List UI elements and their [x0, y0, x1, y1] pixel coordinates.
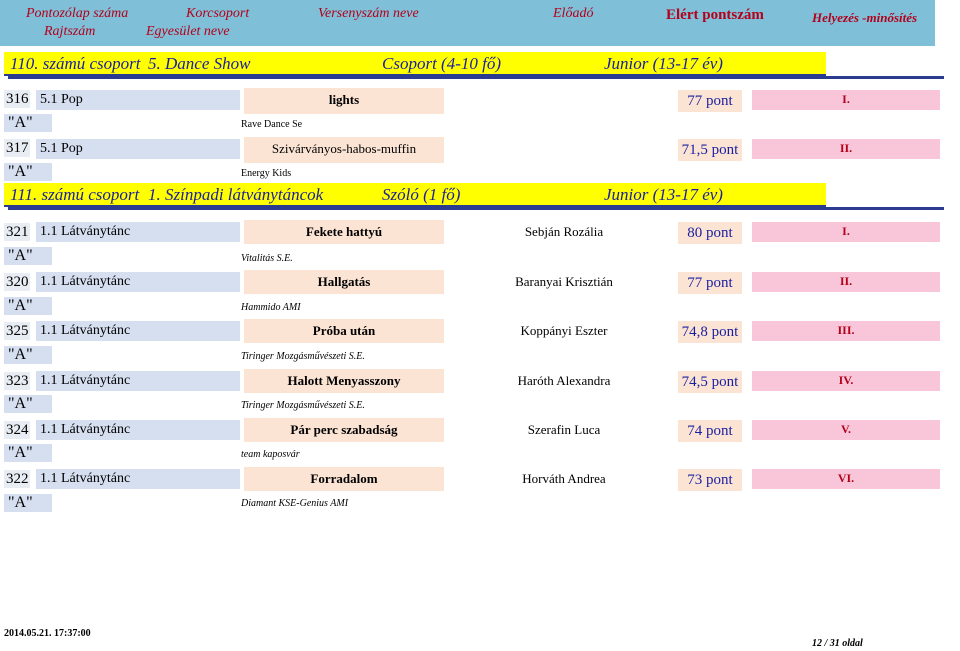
- header-score: Elért pontszám: [666, 7, 764, 23]
- entry-performer: Koppányi Eszter: [520, 323, 608, 338]
- entry-sheet-number: 316: [6, 91, 29, 107]
- group-band-underline: [8, 207, 944, 210]
- entry-placement: IV.: [752, 371, 940, 391]
- entry-club: Energy Kids: [241, 168, 292, 179]
- group-discipline: 5. Dance Show: [148, 54, 251, 73]
- entry-grade: "A": [4, 494, 52, 512]
- entry-performer: Szerafin Luca: [527, 422, 601, 437]
- entry-sheet-number: 323: [6, 373, 29, 389]
- entry-sheet-number: 317: [6, 140, 29, 156]
- entry-club: Tiringer Mozgásművészeti S.E.: [241, 351, 365, 362]
- entry-category: 1.1 Látványtánc: [36, 371, 240, 391]
- group-discipline: 1. Színpadi látványtáncok: [148, 185, 324, 204]
- entry-score: 74,5 pont: [678, 371, 742, 393]
- entry-club: Tiringer Mozgásművészeti S.E.: [241, 400, 365, 411]
- header-start-number: Rajtszám: [44, 24, 96, 39]
- group-number: 110. számú csoport: [10, 54, 141, 73]
- entry-score: 77 pont: [678, 90, 742, 112]
- column-header-bar: [0, 0, 960, 46]
- entry-category: 1.1 Látványtánc: [36, 321, 240, 341]
- entry-placement: I.: [752, 222, 940, 242]
- entry-grade: "A": [4, 346, 52, 364]
- entry-sheet-number: 321: [6, 224, 29, 240]
- entry-placement: VI.: [752, 469, 940, 489]
- entry-sheet-number: 324: [6, 422, 29, 438]
- entry-grade: "A": [4, 395, 52, 413]
- entry-performer: Haróth Alexandra: [517, 373, 611, 388]
- entry-performer: Sebján Rozália: [524, 224, 604, 239]
- entry-title: Hallgatás: [244, 270, 444, 294]
- entry-grade: "A": [4, 247, 52, 265]
- entry-grade: "A": [4, 297, 52, 315]
- entry-score: 73 pont: [678, 469, 742, 491]
- entry-category: 1.1 Látványtánc: [36, 420, 240, 440]
- header-club-name: Egyesület neve: [146, 24, 230, 39]
- entry-category: 5.1 Pop: [36, 139, 240, 159]
- entry-placement: II.: [752, 139, 940, 159]
- group-band-underline: [8, 76, 944, 79]
- header-end-gap: [935, 0, 960, 46]
- entry-club: Vitalitás S.E.: [241, 253, 293, 264]
- group-band-111: [4, 183, 826, 207]
- entry-score: 77 pont: [678, 272, 742, 294]
- group-number: 111. számú csoport: [10, 185, 140, 204]
- entry-club: team kaposvár: [241, 449, 300, 460]
- entry-club: Hammido AMI: [241, 302, 301, 313]
- group-age: Junior (13-17 év): [604, 54, 723, 73]
- entry-title: Halott Menyasszony: [244, 369, 444, 393]
- header-placement: Helyezés -minősítés: [812, 10, 918, 25]
- entry-category: 5.1 Pop: [36, 90, 240, 110]
- entry-title: lights: [244, 88, 444, 114]
- entry-category: 1.1 Látványtánc: [36, 222, 240, 242]
- entry-performer: Horváth Andrea: [522, 471, 606, 486]
- entry-grade: "A": [4, 163, 52, 181]
- entry-placement: III.: [752, 321, 940, 341]
- group-size: Csoport (4-10 fő): [382, 54, 501, 73]
- entry-grade: "A": [4, 444, 52, 462]
- entry-score: 74 pont: [678, 420, 742, 442]
- group-age: Junior (13-17 év): [604, 185, 723, 204]
- entry-score: 74,8 pont: [678, 321, 742, 343]
- group-size: Szóló (1 fő): [382, 185, 461, 204]
- entry-score: 80 pont: [678, 222, 742, 244]
- header-age-group: Korcsoport: [186, 6, 250, 21]
- page-number: 12 / 31 oldal: [812, 638, 863, 649]
- entry-placement: V.: [752, 420, 940, 440]
- entry-placement: II.: [752, 272, 940, 292]
- entry-performer: Baranyai Krisztián: [515, 274, 613, 289]
- entry-title: Próba után: [244, 319, 444, 343]
- entry-sheet-number: 322: [6, 471, 29, 487]
- group-band-110: [4, 52, 826, 76]
- entry-grade: "A": [4, 114, 52, 132]
- entry-category: 1.1 Látványtánc: [36, 272, 240, 292]
- entry-title: Fekete hattyú: [244, 220, 444, 244]
- entry-club: Rave Dance Se: [241, 119, 303, 130]
- entry-sheet-number: 325: [6, 323, 29, 339]
- header-performer: Előadó: [553, 6, 594, 21]
- entry-placement: I.: [752, 90, 940, 110]
- entry-category: 1.1 Látványtánc: [36, 469, 240, 489]
- entry-sheet-number: 320: [6, 274, 29, 290]
- entry-club: Diamant KSE-Genius AMI: [241, 498, 349, 509]
- entry-title: Pár perc szabadság: [244, 418, 444, 442]
- header-sheet-number: Pontozólap száma: [26, 6, 129, 21]
- entry-score: 71,5 pont: [678, 139, 742, 161]
- entry-title: Forradalom: [244, 467, 444, 491]
- print-timestamp: 2014.05.21. 17:37:00: [4, 628, 91, 639]
- entry-title: Szivárványos-habos-muffin: [244, 137, 444, 163]
- header-event-name: Versenyszám neve: [318, 6, 419, 21]
